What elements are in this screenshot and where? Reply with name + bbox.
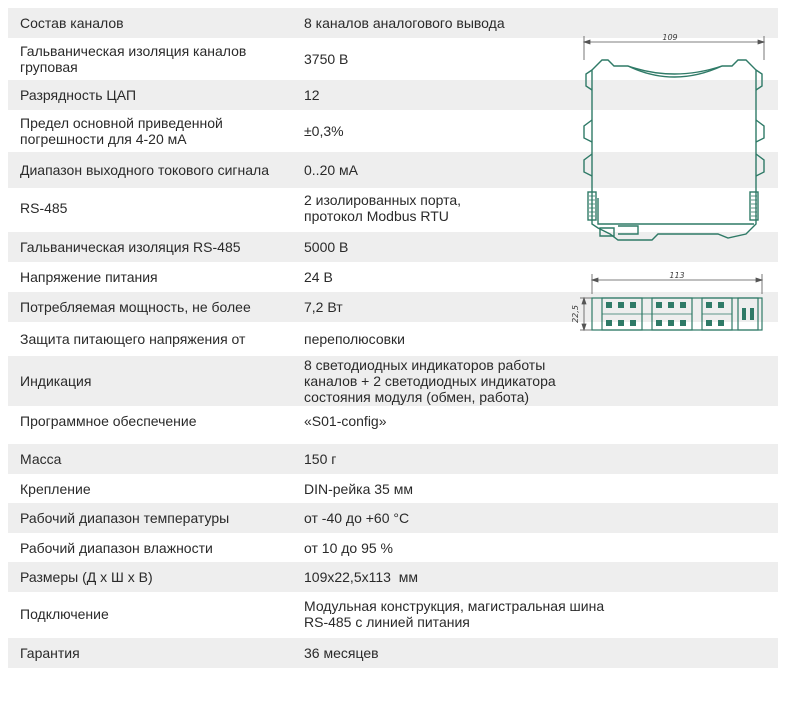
spec-label: Гальваническая изоляция каналов груповая <box>20 43 247 75</box>
spec-value: 150 г <box>304 451 337 467</box>
spec-value: переполюсовки <box>304 331 405 347</box>
spec-value: от 10 до 95 % <box>304 539 393 556</box>
spec-label: Состав каналов <box>20 15 124 31</box>
spec-value: 5000 В <box>304 239 349 255</box>
spec-label: Рабочий диапазон температуры <box>20 510 230 526</box>
top-view-drawing <box>566 268 772 340</box>
spec-value: 7,2 Вт <box>304 299 343 315</box>
spec-label: Рабочий диапазон влажности <box>20 539 213 556</box>
spec-value: 36 месяцев <box>304 645 379 661</box>
spec-label: Защита питающего напряжения от <box>20 331 246 347</box>
spec-value: 8 светодиодных индикаторов работы каналов + 2 светодиодных индикатора состояния модуля (обмен, работа) <box>304 357 556 405</box>
side-view-drawing <box>578 28 772 254</box>
spec-value: 24 В <box>304 269 333 285</box>
spec-value: «S01-config» <box>304 413 387 429</box>
spec-row <box>8 444 778 474</box>
spec-value: 8 каналов аналогового вывода <box>304 15 505 31</box>
module-outline-side <box>584 60 764 240</box>
spec-label: Напряжение питания <box>20 269 158 285</box>
spec-label: Крепление <box>20 480 91 497</box>
spec-label: Программное обеспечение <box>20 413 197 429</box>
spec-row <box>8 638 778 668</box>
spec-row <box>8 356 778 406</box>
spec-value: от -40 до +60 °С <box>304 510 410 526</box>
spec-label: Разрядность ЦАП <box>20 87 137 103</box>
side-vents <box>589 196 757 216</box>
spec-value: 109х22,5х113 мм <box>304 569 418 585</box>
top-height-label: 22,5 <box>571 305 580 323</box>
spec-value: ±0,3% <box>304 123 344 139</box>
spec-label: RS-485 <box>20 200 68 216</box>
spec-value: 3750 В <box>304 51 349 67</box>
spec-label: Подключение <box>20 606 109 622</box>
spec-row <box>8 533 778 562</box>
top-width-label: 113 <box>669 271 685 280</box>
spec-label: Размеры (Д х Ш х В) <box>20 569 153 585</box>
spec-row <box>8 406 778 436</box>
spec-label: Гарантия <box>20 645 80 661</box>
spec-row <box>8 503 778 533</box>
side-width-label: 109 <box>662 33 678 42</box>
spec-label: Потребляемая мощность, не более <box>20 299 251 315</box>
spec-value: 12 <box>304 87 320 103</box>
spec-value: 2 изолированных порта, протокол Modbus RTU <box>304 192 462 224</box>
spec-row <box>8 592 778 636</box>
spec-label: Гальваническая изоляция RS-485 <box>20 239 241 255</box>
spec-label: Предел основной приведенной погрешности для 4-20 мА <box>20 115 223 147</box>
spec-row <box>8 562 778 592</box>
spec-row <box>8 474 778 503</box>
spec-value: DIN-рейка 35 мм <box>304 480 413 497</box>
spec-label: Масса <box>20 451 62 467</box>
spec-label: Диапазон выходного токового сигнала <box>20 162 269 178</box>
spec-value: 0..20 мА <box>304 162 358 178</box>
spec-label: Индикация <box>20 373 92 389</box>
spec-value: Модульная конструкция, магистральная шина RS-485 с линией питания <box>304 598 605 630</box>
